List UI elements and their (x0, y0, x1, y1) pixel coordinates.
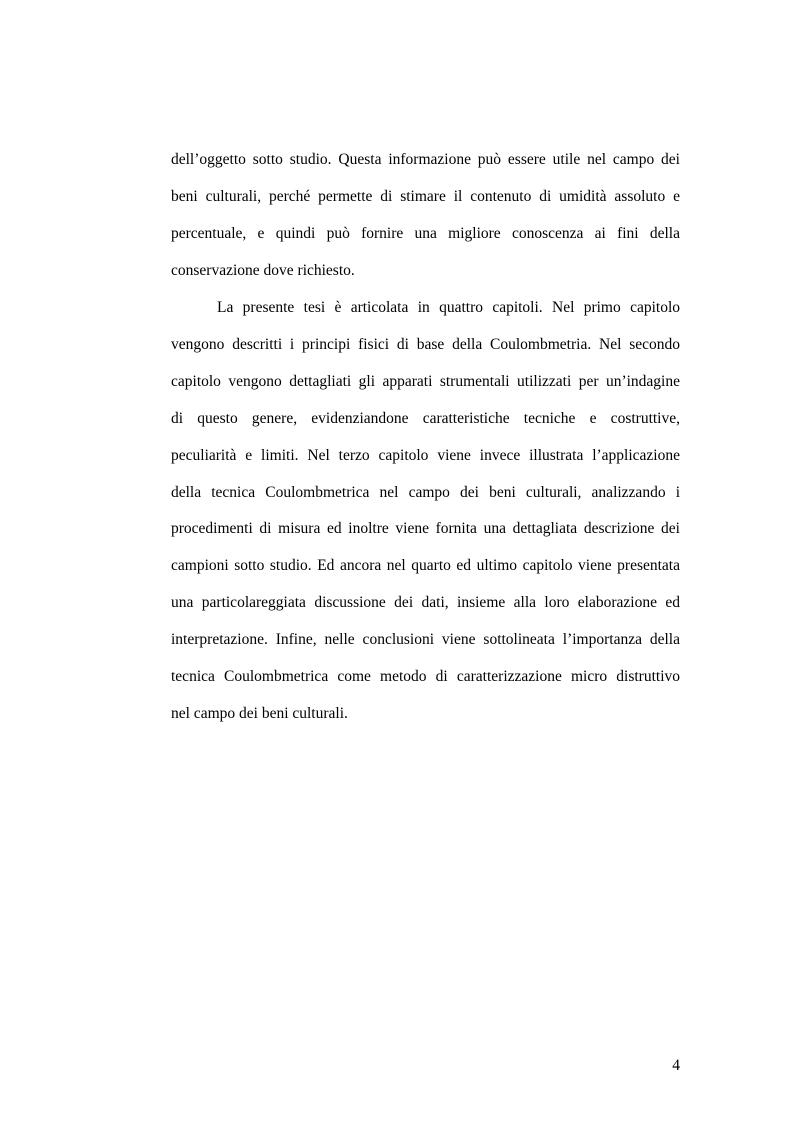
text-line: di questo genere, evidenziandone caratteristiche tecniche e costruttive, (171, 410, 680, 427)
text-line: percentuale, e quindi può fornire una migliore conoscenza ai fini della (171, 225, 680, 242)
text-line: vengono descritti i principi fisici di base della Coulombmetria. Nel secondo (171, 336, 680, 353)
text-line: della tecnica Coulombmetrica nel campo dei beni culturali, analizzando i (171, 484, 680, 501)
text-line: campioni sotto studio. Ed ancora nel quarto ed ultimo capitolo viene presentata (171, 557, 680, 574)
text-line: La presente tesi è articolata in quattro capitoli. Nel primo capitolo (217, 299, 680, 316)
text-line: dell’oggetto sotto studio. Questa informazione può essere utile nel campo dei (171, 151, 680, 168)
text-line: peculiarità e limiti. Nel terzo capitolo viene invece illustrata l’applicazione (171, 447, 680, 464)
text-line: beni culturali, perché permette di stimare il contenuto di umidità assoluto e (171, 188, 680, 205)
text-line: conservazione dove richiesto. (171, 262, 355, 279)
text-line: tecnica Coulombmetrica come metodo di caratterizzazione micro distruttivo (171, 668, 680, 685)
text-line: nel campo dei beni culturali. (171, 705, 348, 722)
text-line: capitolo vengono dettagliati gli apparati strumentali utilizzati per un’indagine (171, 373, 680, 390)
text-line: procedimenti di misura ed inoltre viene fornita una dettagliata descrizione dei (171, 520, 680, 537)
text-line: una particolareggiata discussione dei dati, insieme alla loro elaborazione ed (171, 594, 680, 611)
text-line: interpretazione. Infine, nelle conclusioni viene sottolineata l’importanza della (171, 631, 680, 648)
page-number: 4 (672, 1057, 680, 1074)
